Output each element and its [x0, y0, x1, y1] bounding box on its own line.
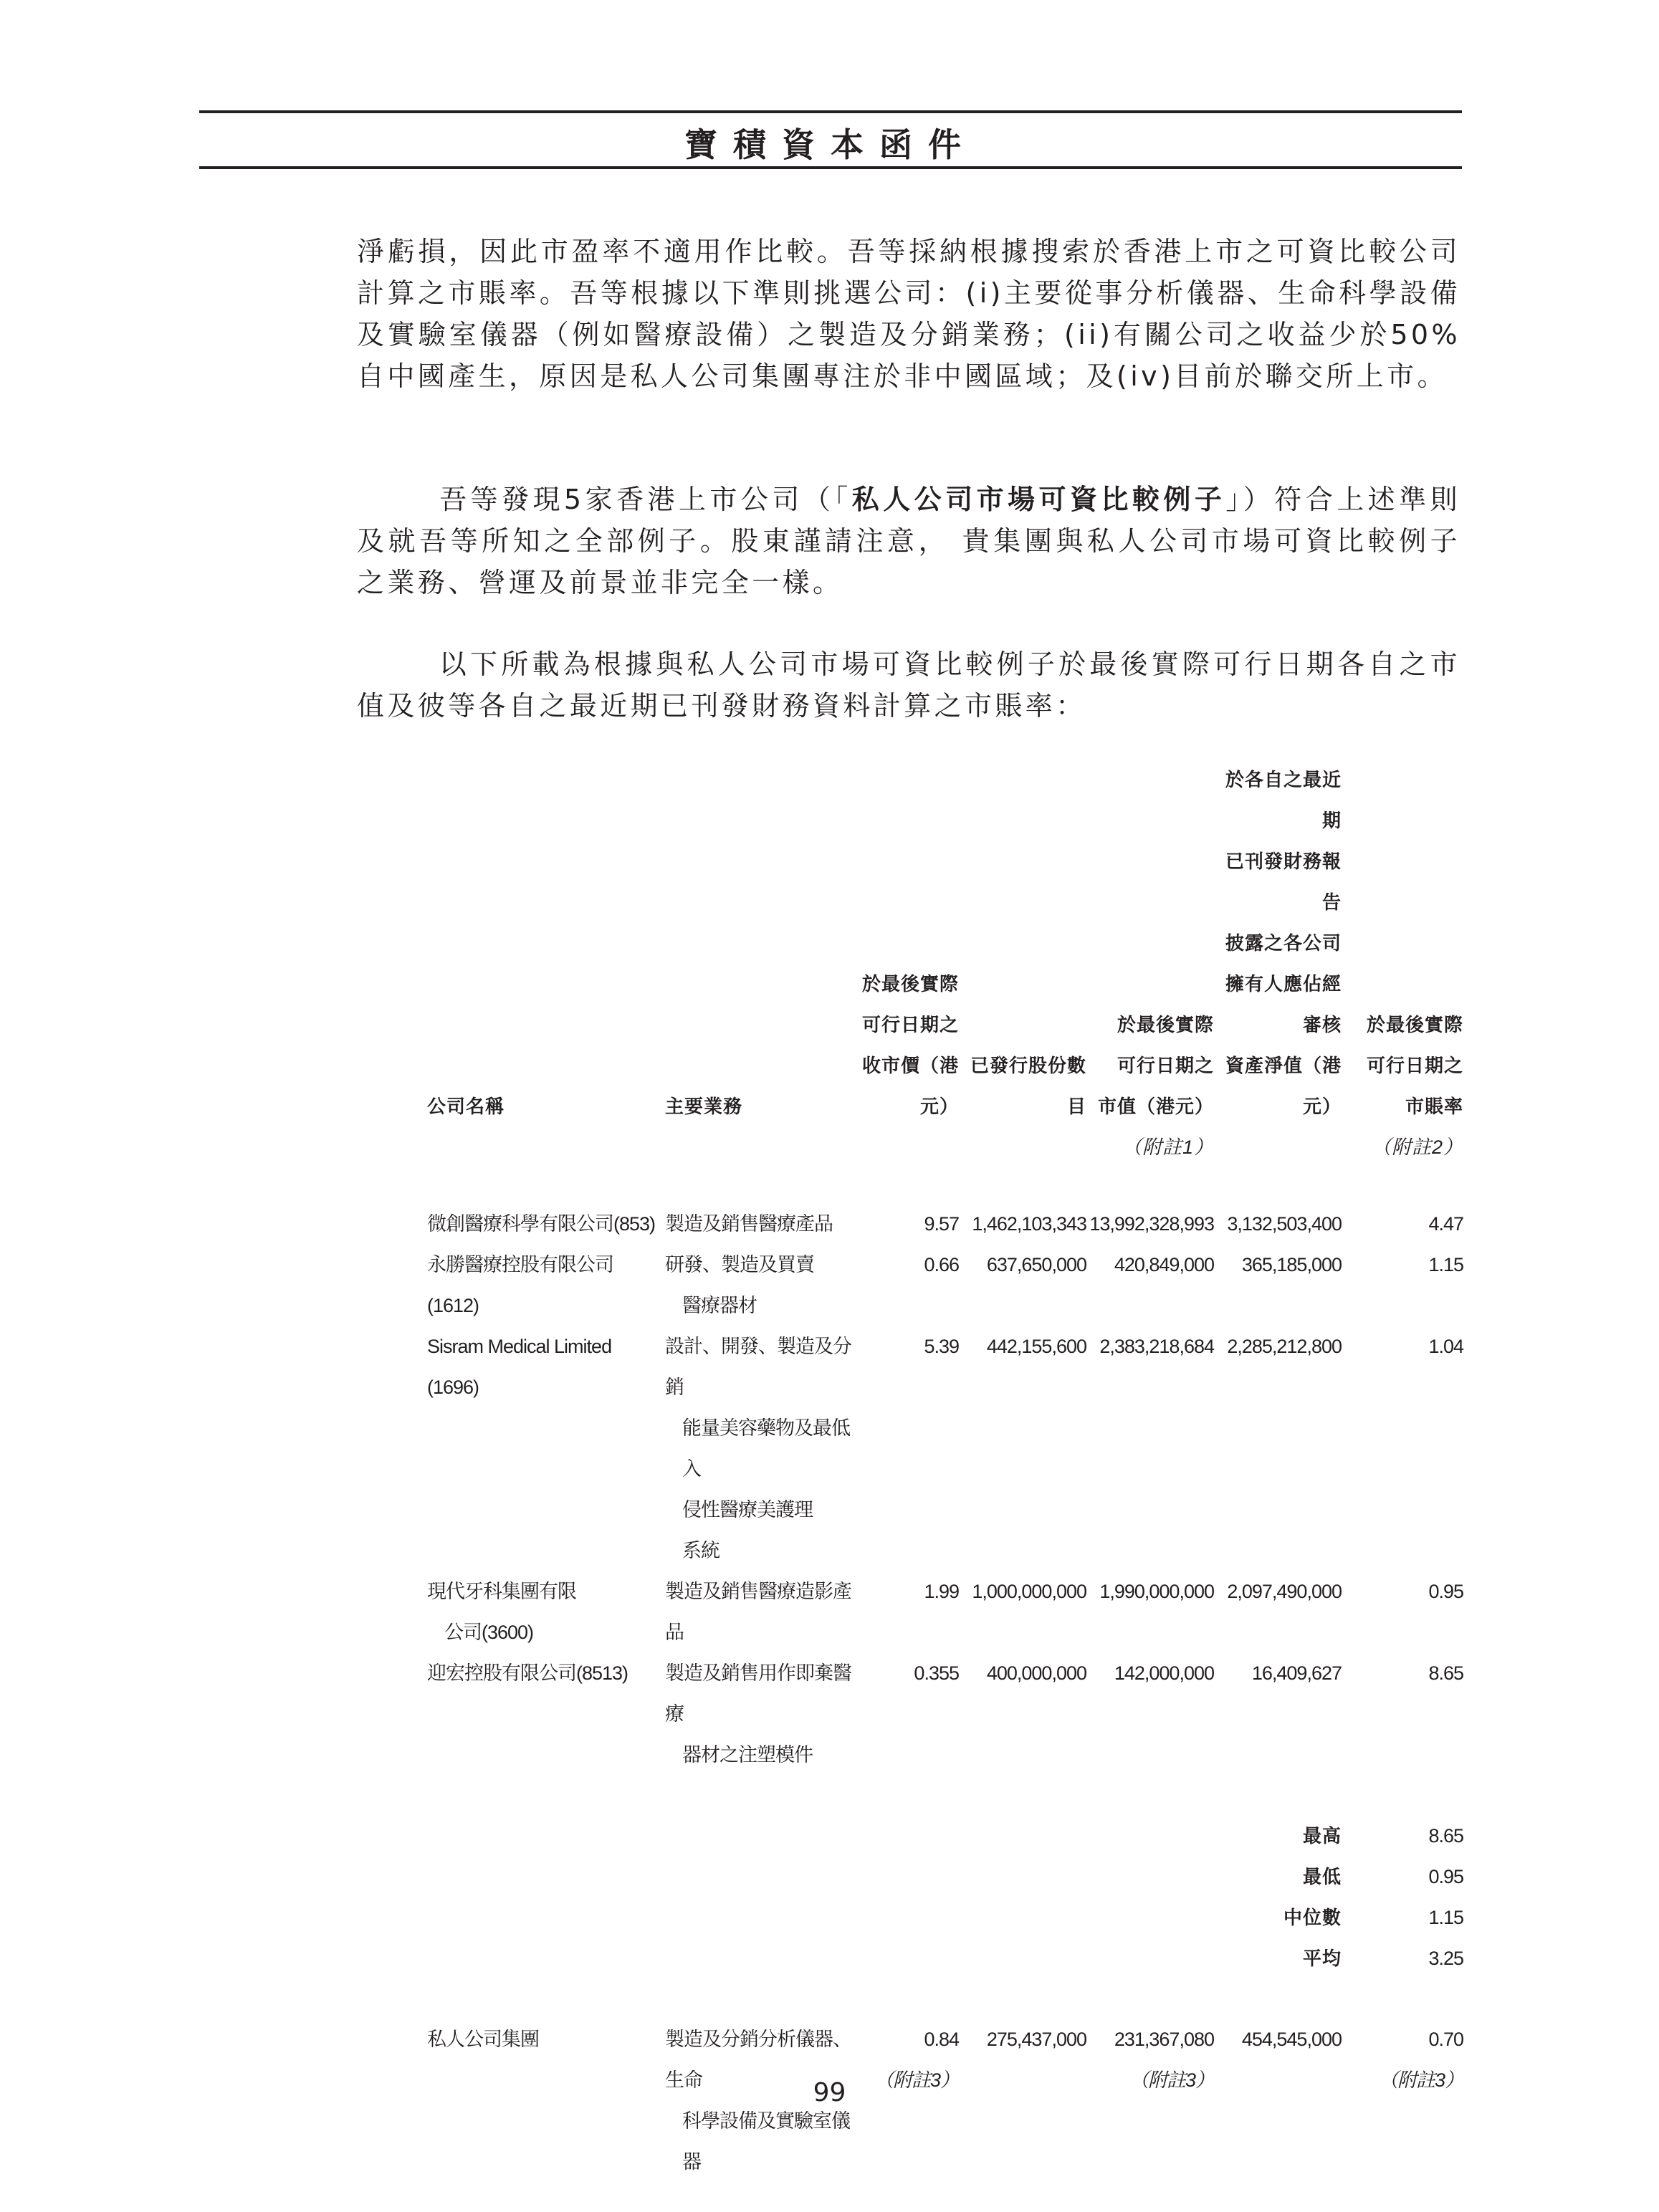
comparables-table	[427, 760, 1463, 2183]
paragraph-table-intro	[357, 643, 1460, 727]
header-top-rule	[199, 110, 1462, 113]
group-market-cap-cell: 231,367,080 （附註3）	[1086, 2019, 1214, 2183]
stat-label: 最高	[1302, 1825, 1342, 1847]
price-cell: 1.99	[924, 1581, 959, 1602]
header-company-name: 公司名稱	[427, 1096, 505, 1117]
stat-value: 8.65	[1428, 1825, 1463, 1847]
header-title: 寶積資本函件	[684, 125, 977, 164]
market-cap-cell: 142,000,000	[1114, 1662, 1214, 1684]
stat-row-median	[427, 1897, 1463, 1938]
business-cell: 製造及銷售醫療造影產品	[665, 1581, 851, 1643]
shares-cell: 1,462,103,343	[972, 1213, 1086, 1235]
price-cell: 5.39	[924, 1336, 959, 1357]
stat-row-min	[427, 1857, 1463, 1897]
stat-label: 最低	[1302, 1866, 1342, 1887]
nav-cell: 2,097,490,000	[1227, 1581, 1342, 1602]
pb-cell: 8.65	[1428, 1662, 1463, 1684]
group-shares-cell: 275,437,000	[986, 2029, 1086, 2050]
group-pb-note: （附註3）	[1378, 2069, 1463, 2091]
market-cap-cell: 1,990,000,000	[1099, 1581, 1214, 1602]
nav-cell: 16,409,627	[1251, 1662, 1342, 1684]
table-row	[427, 1653, 1463, 1776]
header-pb-ratio: 於最後實際 可行日期之 市賬率 （附註2）	[1342, 760, 1463, 1168]
stat-value: 1.15	[1428, 1907, 1463, 1928]
market-cap-cell: 420,849,000	[1114, 1254, 1214, 1275]
table-row	[427, 1204, 1463, 1245]
stat-label: 中位數	[1283, 1907, 1342, 1928]
business-cell: 設計、開發、製造及分銷 能量美容藥物及最低入 侵性醫療美護理 系統	[665, 1336, 851, 1561]
pb-cell: 4.47	[1428, 1213, 1463, 1235]
company-name-cell: 永勝醫療控股有限公司(1612)	[427, 1254, 613, 1316]
nav-cell: 3,132,503,400	[1227, 1213, 1342, 1235]
paragraph-comparables-text-b: 」）符合上述準則及就吾等所知之全部例子。股東謹請注意， 貴集團與私人公司市場可資比較例子之業務、營運及前景並非完全一樣。	[357, 484, 1460, 598]
shares-cell: 637,650,000	[986, 1254, 1086, 1275]
group-pb-cell: 0.70 （附註3）	[1342, 2019, 1463, 2183]
company-name-cell: 迎宏控股有限公司(8513)	[427, 1662, 628, 1684]
header-shares-issued: 已發行股份數目	[970, 1055, 1086, 1117]
header-pb-ratio-note: （附註2）	[1371, 1136, 1463, 1158]
table-row	[427, 1245, 1463, 1326]
group-price-note: （附註3）	[874, 2069, 959, 2091]
market-cap-cell: 2,383,218,684	[1099, 1336, 1214, 1357]
business-cell: 製造及銷售用作即棄醫療 器材之注塑模件	[665, 1662, 851, 1766]
pb-cell: 1.15	[1428, 1254, 1463, 1275]
pb-cell: 0.95	[1428, 1581, 1463, 1602]
stat-value: 3.25	[1428, 1948, 1463, 1969]
nav-cell: 2,285,212,800	[1227, 1336, 1342, 1357]
table-row	[427, 1571, 1463, 1653]
table-row	[427, 1326, 1463, 1571]
company-name-cell: 微創醫療科學有限公司(853)	[427, 1213, 656, 1235]
paragraph-comparables	[357, 479, 1460, 603]
paragraph-criteria-text: 淨虧損，因此市盈率不適用作比較。吾等採納根據搜索於香港上市之可資比較公司計算之市賬率。吾等根據以下準則挑選公司：(i)主要從事分析儀器、生命科學設備及實驗室儀器（例如醫療設備）之製造及分銷業務；(ii)有關公司之收益少於50%自中國產生，原因是私人公司集團專注於非中國區域；及(iv)目前於聯交所上市。	[357, 236, 1460, 392]
market-cap-cell: 13,992,328,993	[1089, 1213, 1214, 1235]
paragraph-criteria	[357, 231, 1460, 397]
paragraph-table-intro-text: 以下所載為根據與私人公司市場可資比較例子於最後實際可行日期各自之市值及彼等各自之最近期已刊發財務資料計算之市賬率：	[357, 648, 1460, 722]
shares-cell: 442,155,600	[986, 1336, 1086, 1357]
header-bottom-rule	[199, 166, 1462, 169]
defined-term-comparables: 私人公司市場可資比較例子	[851, 484, 1226, 515]
group-market-cap-note: （附註3）	[1129, 2069, 1214, 2091]
shares-cell: 400,000,000	[986, 1662, 1086, 1684]
pb-cell: 1.04	[1428, 1336, 1463, 1357]
stat-label: 平均	[1302, 1948, 1342, 1969]
company-name-cell: Sisram Medical Limited (1696)	[427, 1336, 612, 1398]
price-cell: 9.57	[924, 1213, 959, 1235]
header-market-cap: 於最後實際 可行日期之 市值（港元） （附註1）	[1086, 760, 1214, 1168]
price-cell: 0.355	[914, 1662, 959, 1684]
nav-cell: 365,185,000	[1241, 1254, 1342, 1275]
business-cell: 製造及銷售醫療產品	[665, 1213, 833, 1235]
group-price-cell: 0.84 （附註3）	[851, 2019, 959, 2183]
company-name-cell: 現代牙科集團有限 公司(3600)	[427, 1581, 576, 1643]
price-cell: 0.66	[924, 1254, 959, 1275]
page-number: 99	[813, 2078, 846, 2107]
group-nav-cell: 454,545,000	[1241, 2029, 1342, 2050]
shares-cell: 1,000,000,000	[972, 1581, 1086, 1602]
header-market-cap-note: （附註1）	[1122, 1136, 1214, 1158]
stat-value: 0.95	[1428, 1866, 1463, 1887]
header-principal-business: 主要業務	[665, 1096, 743, 1117]
table-header-row	[427, 760, 1463, 1168]
header-closing-price: 於最後實際 可行日期之 收市價（港元）	[861, 973, 959, 1117]
paragraph-comparables-text-a: 吾等發現5家香港上市公司（「	[439, 484, 852, 515]
business-cell: 研發、製造及買賣 醫療器材	[665, 1254, 814, 1316]
group-business-cell: 製造及分銷分析儀器、生命 科學設備及實驗室儀器	[665, 2029, 851, 2173]
header-nav: 於各自之最近期 已刊發財務報告 披露之各公司 擁有人應佔經審核 資產淨值（港元）	[1225, 769, 1342, 1117]
stat-row-max	[427, 1816, 1463, 1857]
group-name-cell: 私人公司集團	[427, 2029, 539, 2050]
stat-row-average	[427, 1938, 1463, 1979]
